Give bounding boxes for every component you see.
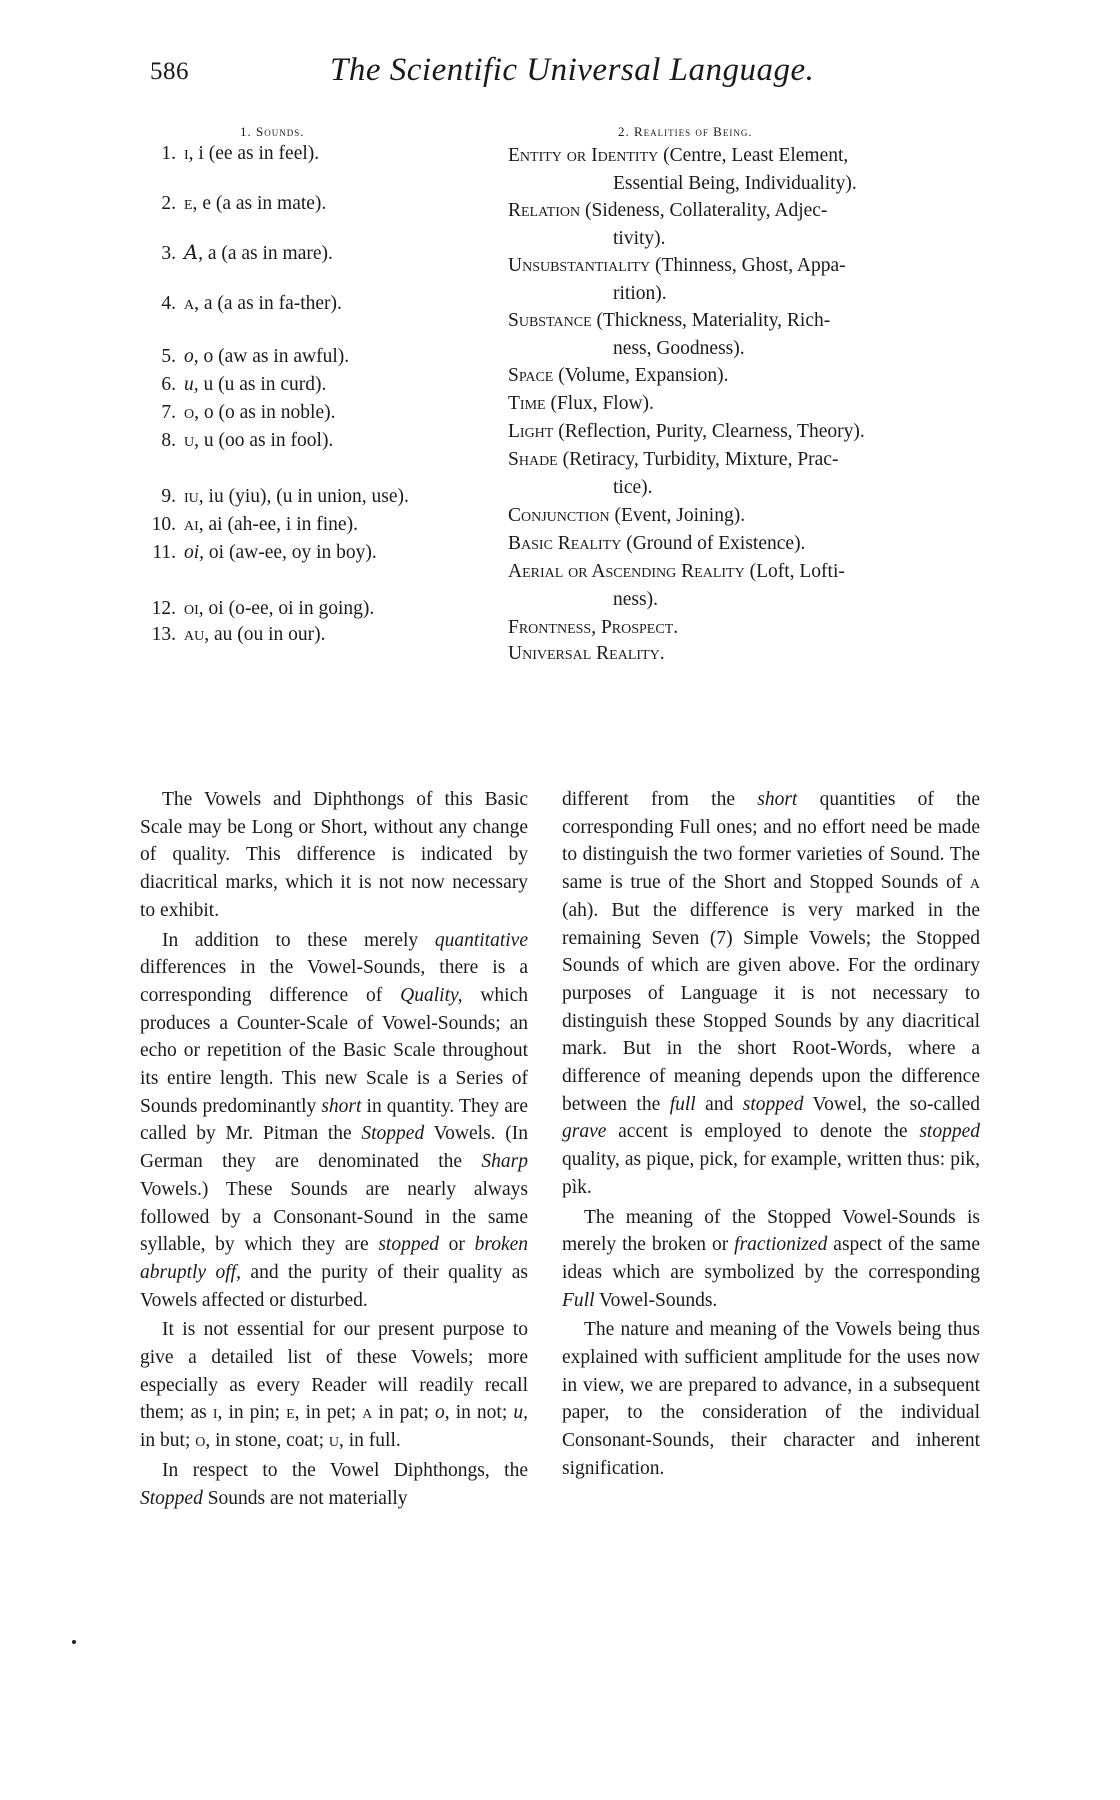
realities-heading: 2. Realities of Being. (618, 124, 753, 139)
sound-item: 1. i, i (ee as in feel). (161, 143, 320, 164)
body-column-right (562, 786, 980, 1485)
scan-speck (72, 1640, 76, 1644)
reality-item: Conjunction (Event, Joining). (508, 505, 746, 526)
sound-item: 9. iu, iu (yiu), (u in union, use). (161, 486, 409, 507)
paragraph: In addition to these merely quantitative differences in the Vowel-Sounds, there is a corresponding difference of Quality, which produces a Counter-Scale of Vowel-Sounds; an echo or repetition of the Basic Scale throughout its entire length. This new Scale is a Series of Sounds predominantly short in quantity. They are called by Mr. Pitman the Stopped Vowels. (In German they are denominated the Sharp Vowels.) These Sounds are nearly always followed by a Consonant-Sound in the same syllable, by which they are stopped or broken abruptly off, and the purity of their quality as Vowels affected or disturbed. (140, 929, 529, 1311)
paragraph: different from the short quantities of the corresponding Full ones; and no effort need be made to distinguish the two former varieties of Sound. The same is true of the Short and Stopped Sounds of a (ah). But the difference is very marked in the remaining Seven (7) Simple Vowels; the Stopped Sounds of which are given above. For the ordinary purposes of Language it is not necessary to distinguish these Stopped Sounds by any diacritical mark. But in the short Root-Words, where a difference of meaning depends upon the difference between the full and stopped Vowel, the so-called grave accent is employed to denote the stopped quality, as pique, pick, for example, written thus: pik, pìk. (562, 789, 981, 1198)
reality-item: Shade (Retiracy, Turbidity, Mixture, Prac- tice). (508, 449, 839, 498)
sound-item: 12. oi, oi (o-ee, oi in going). (151, 598, 375, 619)
sound-item: 5. o, o (aw as in awful). (161, 346, 350, 367)
paragraph: In respect to the Vowel Diphthongs, the Stopped Sounds are not materially (140, 1459, 528, 1509)
reality-item: Aerial or Ascending Reality (Loft, Lofti- ness). (508, 561, 845, 610)
sound-item: 10. ai, ai (ah-ee, i in fine). (151, 514, 358, 535)
sound-item: 7. o, o (o as in noble). (161, 402, 336, 423)
sound-item: 11. oi, oi (aw-ee, oy in boy). (152, 542, 377, 563)
sound-item: 2. e, e (a as in mate). (161, 193, 327, 214)
reality-item: Universal Reality. (508, 643, 665, 664)
reality-item: Relation (Sideness, Collaterality, Adjec- tivity). (508, 200, 828, 249)
sound-item: 13. au, au (ou in our). (151, 624, 326, 645)
paragraph: The nature and meaning of the Vowels being thus explained with sufficient amplitude for the uses now in view, we are prepared to advance, in a subsequent paper, to the consideration of the individual Consonant-Sounds, their character and inherent signification. (562, 1319, 980, 1479)
page-number: 586 (150, 58, 189, 85)
reality-item: Substance (Thickness, Materiality, Rich- ness, Goodness). (508, 310, 831, 359)
body-column-left (140, 786, 528, 1514)
reality-item: Basic Reality (Ground of Existence). (508, 533, 806, 554)
sound-item: 3. 𝐴, a (a as in mare). (161, 243, 333, 264)
sound-item: 8. u, u (oo as in fool). (161, 430, 334, 451)
reality-item: Unsubstantiality (Thinness, Ghost, Appa- rition). (508, 255, 846, 304)
reality-item: Frontness, Prospect. (508, 617, 679, 638)
reality-item: Light (Reflection, Purity, Clearness, Theory). (508, 421, 865, 442)
sound-item: 6. u, u (u as in curd). (161, 374, 327, 395)
reality-item: Time (Flux, Flow). (508, 393, 654, 414)
running-title: The Scientific Universal Language. (330, 52, 815, 88)
paragraph: The Vowels and Diphthongs of this Basic Scale may be Long or Short, without any change of quality. This difference is indicated by diacritical marks, which it is not now necessary to exhibit. (140, 789, 528, 921)
reality-item: Space (Volume, Expansion). (508, 365, 729, 386)
paragraph: It is not essential for our present purpose to give a detailed list of these Vowels; more especially as every Reader will readily recall them; as i, in pin; e, in pet; a in pat; o, in not; u, in but; o, in stone, coat; u, in full. (140, 1319, 528, 1452)
sound-item: 4. a, a (a as in fa-ther). (161, 293, 342, 314)
paragraph: The meaning of the Stopped Vowel-Sounds is merely the broken or fractionized aspect of the same ideas which are symbolized by the corresponding Full Vowel-Sounds. (562, 1206, 981, 1311)
reality-item: Entity or Identity (Centre, Least Element, Essential Being, Individuality). (508, 145, 857, 194)
sounds-heading: 1. Sounds. (240, 124, 305, 139)
